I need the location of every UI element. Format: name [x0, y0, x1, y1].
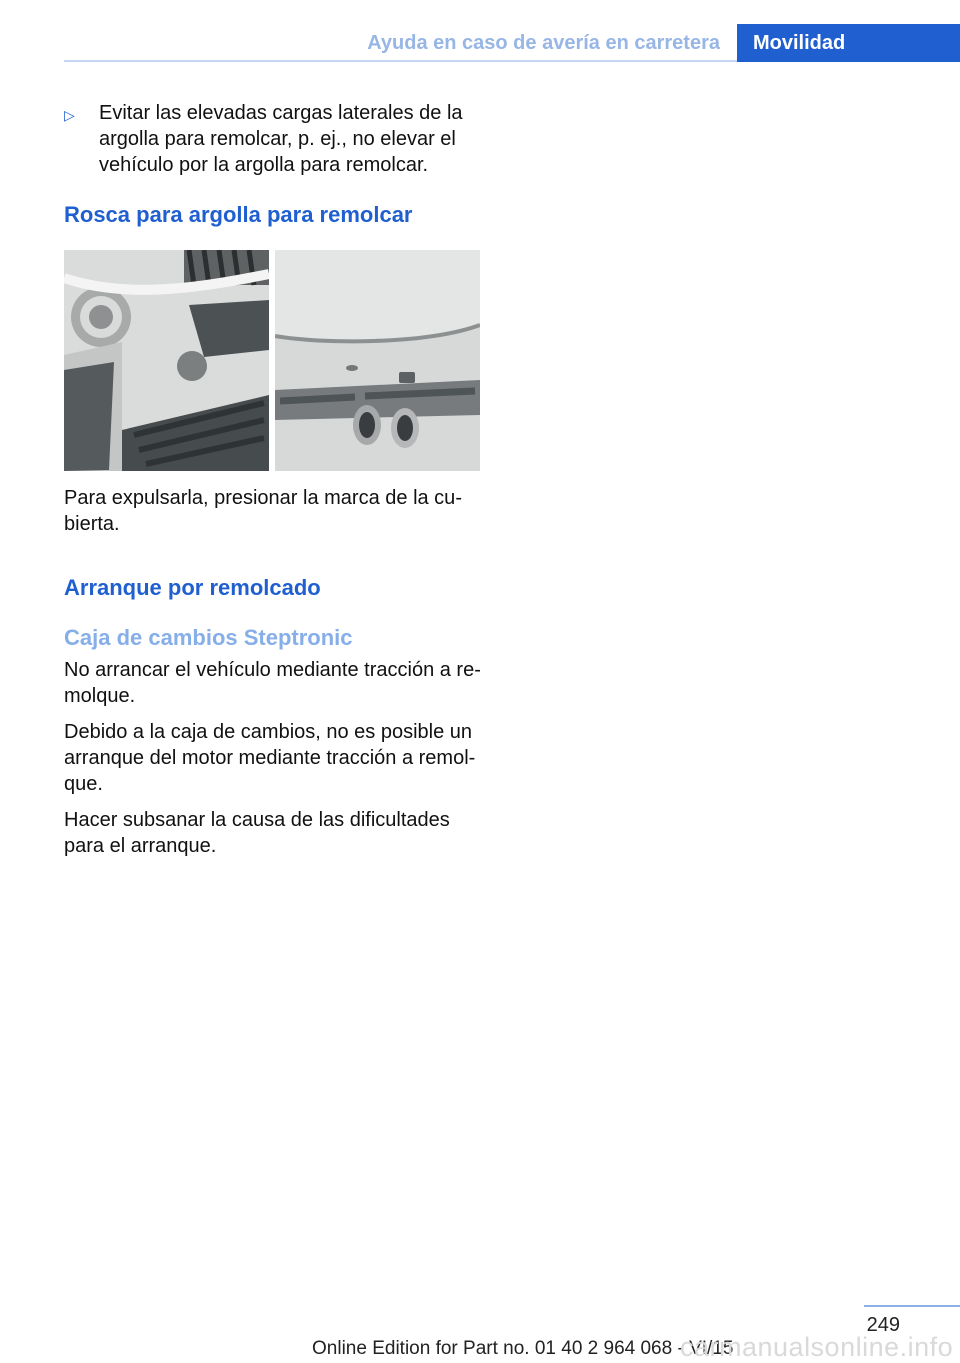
section-heading-tow-start: Arranque por remolcado: [64, 575, 321, 600]
header-rule: [64, 60, 960, 62]
page-number: 249: [866, 1314, 900, 1336]
footer-rule: [864, 1305, 960, 1307]
watermark: carmanualsonline.info: [680, 1332, 954, 1362]
section-heading-tow-thread: Rosca para argolla para remolcar: [64, 202, 413, 227]
triangle-bullet-icon: ▷: [64, 107, 75, 123]
header-section-title: Ayuda en caso de avería en carretera: [367, 32, 720, 54]
paragraph: No arrancar el vehículo mediante tracción a remolque.: [64, 659, 481, 707]
bullet-text: Evitar las elevadas cargas laterales de la argolla para remolcar, p. ej., no elevar el vehículo por la argolla para remolcar.: [99, 102, 463, 176]
bullet-item: [64, 100, 482, 178]
subheading-steptronic: Caja de cambios Steptronic: [64, 625, 353, 650]
footer-edition: Online Edition for Part no. 01 40 2 964 068 - VI/15: [312, 1338, 734, 1359]
header-chapter-tab[interactable]: Movilidad: [737, 24, 960, 62]
figure-caption: Para expulsarla, presionar la marca de la cubierta.: [64, 487, 462, 535]
rear-bumper-illustration: [275, 250, 480, 471]
paragraph: Hacer subsanar la causa de las dificultades para el arranque.: [64, 809, 450, 857]
front-bumper-illustration: [64, 250, 269, 471]
main-content: [64, 100, 482, 869]
paragraph: Debido a la caja de cambios, no es posible un arranque del motor mediante tracción a remolque.: [64, 721, 476, 795]
tow-hook-cover-figure: [64, 250, 480, 471]
